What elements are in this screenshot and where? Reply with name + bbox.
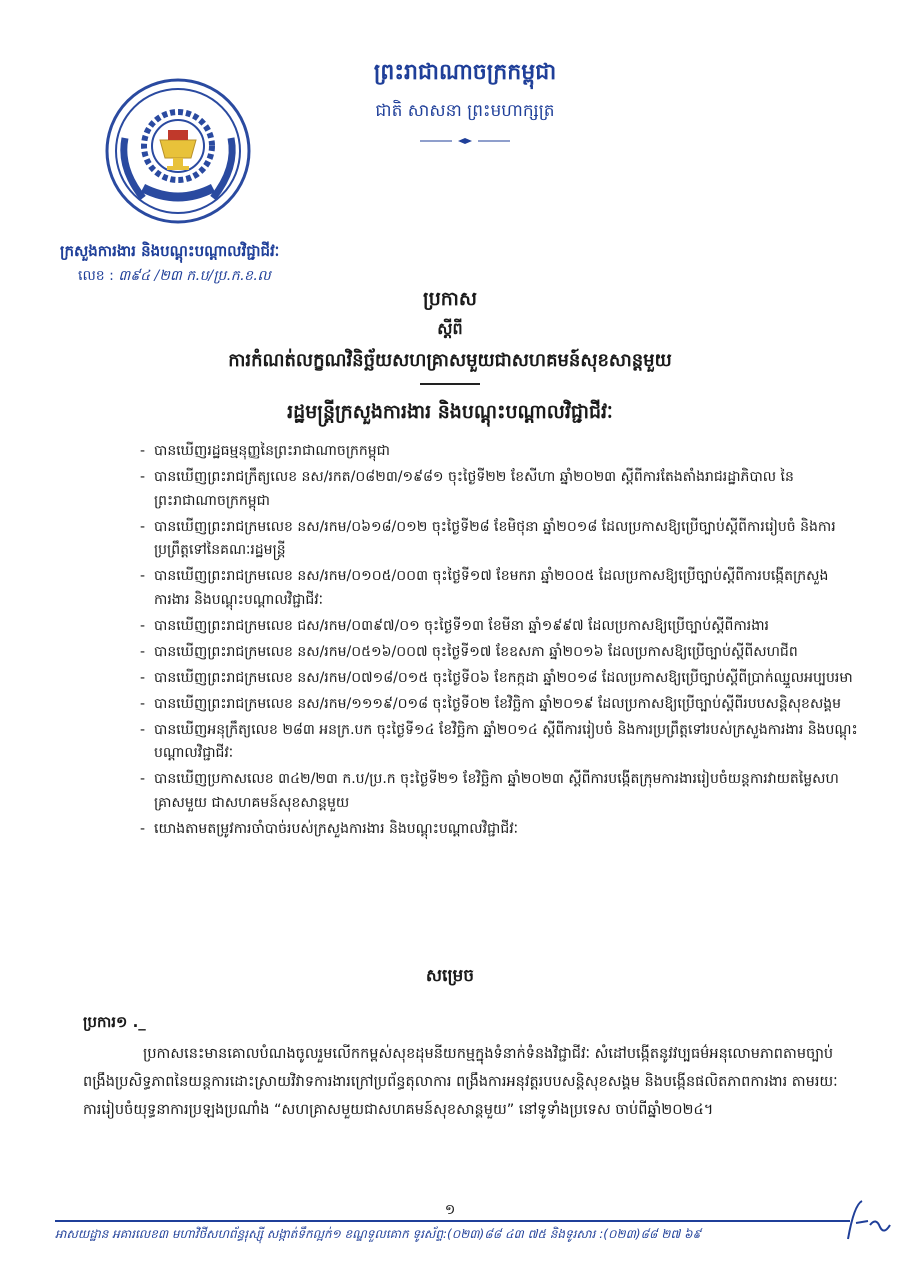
title-divider	[420, 383, 480, 385]
recital-item: - យោងតាមតម្រូវការចាំបាច់របស់ក្រសួងការងារ និងបណ្តុះបណ្តាលវិជ្ជាជីវៈ	[140, 818, 860, 842]
recital-item: - បានឃើញព្រះរាជក្រមលេខ នស/រកម/០៧១៨/០១៥ ចុះថ្ងៃទី០៦ ខែកក្កដា ឆ្នាំ២០១៨ ដែលប្រកាសឱ្យប្រើច្បាប់ស្តីពីប្រាក់ឈ្នួលអប្បបរមា	[140, 667, 860, 691]
recital-item: - បានឃើញព្រះរាជក្រមលេខ នស/រកម/០១០៥/០០៣ ចុះថ្ងៃទី១៧ ខែមករា ឆ្នាំ២០០៥ ដែលប្រកាសឱ្យប្រើច្បាប់ស្តីពីការបង្កើតក្រសួងការងារ និងបណ្តុះបណ្តាលវិជ្ជាជីវៈ	[140, 565, 860, 612]
ref-number-handwritten: ៣៩៤ /២៣	[118, 268, 182, 284]
header-ornament	[420, 130, 510, 138]
national-motto: ជាតិ សាសនា ព្រះមហាក្សត្រ	[375, 101, 555, 121]
recital-item: - បានឃើញប្រកាសលេខ ៣៤២/២៣ ក.ប/ប្រ.ក ចុះថ្ងៃទី២១ ខែវិច្ឆិកា ឆ្នាំ២០២៣ ស្តីពីការបង្កើតក្រុមការងាររៀបចំយន្តការវាយតម្លៃសហគ្រាសមួយ ជាសហគមន៍សុខសាន្តមួយ	[140, 768, 860, 815]
ref-label: លេខ :	[78, 268, 114, 284]
recital-item: - បានឃើញព្រះរាជក្រមលេខ នស/រកម/០៦១៨/០១២ ចុះថ្ងៃទី២៨ ខែមិថុនា ឆ្នាំ២០១៨ ដែលប្រកាសឱ្យប្រើច្បាប់ស្តីពីការរៀបចំ និងការប្រព្រឹត្តទៅនៃគណៈរដ្ឋមន្ត្រី	[140, 516, 860, 563]
decision-heading: សម្រេច	[425, 966, 475, 986]
recital-item: - បានឃើញព្រះរាជក្រឹត្យលេខ នស/រកត/០៨២៣/១៩៨១ ចុះថ្ងៃទី២២ ខែសីហា ឆ្នាំ២០២៣ ស្តីពីការតែងតាំងរាជរដ្ឋាភិបាល នៃព្រះរាជាណាចក្រកម្ពុជា	[140, 466, 860, 513]
recital-item: - បានឃើញរដ្ឋធម្មនុញ្ញនៃព្រះរាជាណាចក្រកម្ពុជា	[140, 440, 860, 464]
footer-address: អាសយដ្ឋាន អគារលេខ៣ មហាវិថីសហព័ន្ធរុស្ស៊ី សង្កាត់ទឹកល្អក់១ ខណ្ឌទួលគោក ទូរស័ព្ទ:(០២៣)៨៨ ៤៣ ៧៥ និងទូរសារ :(០២៣)៨៨ ២៧ ៦៩	[55, 1227, 702, 1241]
document-subject: ការកំណត់លក្ខណវិនិច្ឆ័យសហគ្រាសមួយជាសហគមន៍សុខសាន្តមួយ	[228, 350, 672, 371]
recital-item: - បានឃើញព្រះរាជក្រមលេខ នស/រកម/០៥១៦/០០៧ ចុះថ្ងៃទី១៧ ខែឧសភា ឆ្នាំ២០១៦ ដែលប្រកាសឱ្យប្រើច្បាប់ស្តីពីសហជីព	[140, 641, 860, 665]
article-1-label: ប្រការ១ ._	[83, 1013, 146, 1031]
document-type: ប្រកាស	[423, 288, 477, 310]
article-1-body: ប្រកាសនេះមានគោលបំណងចូលរួមលើកកម្ពស់សុខដុមនីយកម្មក្នុងទំនាក់ទំនងវិជ្ជាជីវៈ សំដៅបង្កើតនូវវប្បធម៌អនុលោមភាពតាមច្បាប់ ពង្រឹងប្រសិទ្ធភាពនៃយន្តការដោះស្រាយវិវាទការងារក្រៅប្រព័ន្ធតុលាការ ពង្រឹងការអនុវត្តរបបសន្តិសុខសង្គម និងបង្កើនផលិតភាពការងារ តាមរយៈការរៀបចំយុទ្ធនាការប្រឡងប្រណាំង “សហគ្រាសមួយជាសហគមន៍សុខសាន្តមួយ” នៅទូទាំងប្រទេស ចាប់ពីឆ្នាំ២០២៤។	[83, 1046, 838, 1118]
recital-item: - បានឃើញអនុក្រឹត្យលេខ ២៨៣ អនក្រ.បក ចុះថ្ងៃទី១៤ ខែវិច្ឆិកា ឆ្នាំ២០១៤ ស្តីពីការរៀបចំ និងការប្រព្រឹត្តទៅរបស់ក្រសួងការងារ និងបណ្តុះបណ្តាលវិជ្ជាជីវៈ	[140, 719, 860, 766]
recitals-list	[140, 440, 860, 844]
minister-title: រដ្ឋមន្ត្រីក្រសួងការងារ និងបណ្តុះបណ្តាលវិជ្ជាជីវៈ	[287, 401, 613, 423]
recital-item: - បានឃើញព្រះរាជក្រមលេខ ជស/រកម/០៣៩៧/០១ ចុះថ្ងៃទី១៣ ខែមីនា ឆ្នាំ១៩៩៧ ដែលប្រកាសឱ្យប្រើច្បាប់ស្តីពីការងារ	[140, 615, 860, 639]
recital-item: - បានឃើញព្រះរាជក្រមលេខ នស/រកម/១១១៩/០១៨ ចុះថ្ងៃទី០២ ខែវិច្ឆិកា ឆ្នាំ២០១៩ ដែលប្រកាសឱ្យប្រើច្បាប់ស្តីពីរបបសន្តិសុខសង្គម	[140, 693, 860, 717]
kingdom-heading: ព្រះរាជាណាចក្រកម្ពុជា	[373, 60, 557, 85]
about-label: ស្តីពី	[437, 319, 463, 338]
footer-rule	[55, 1220, 850, 1222]
page-number: ១	[444, 1202, 456, 1218]
reference-number	[78, 266, 271, 287]
ministry-name: ក្រសួងការងារ និងបណ្តុះបណ្តាលវិជ្ជាជីវៈ	[60, 242, 280, 260]
ref-suffix: ក.ប/ប្រ.ក.ខ.ល	[186, 268, 271, 284]
ministry-seal-logo	[105, 78, 251, 224]
handwritten-initials-icon	[840, 1195, 895, 1245]
